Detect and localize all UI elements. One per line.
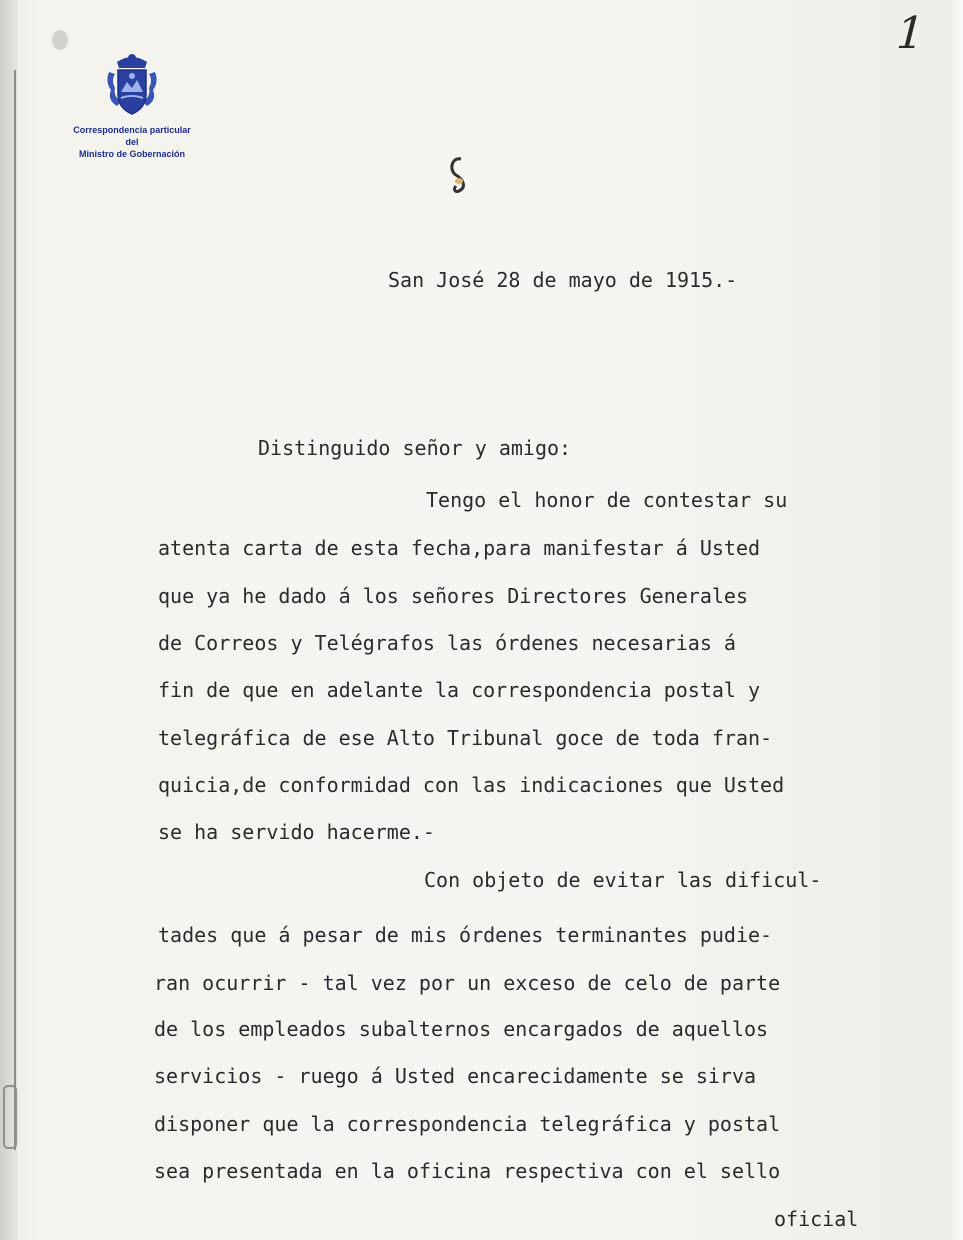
letterhead-line-2: del bbox=[125, 137, 139, 147]
body-line: servicios - ruego á Usted encarecidamente se sirva bbox=[154, 1064, 757, 1088]
body-line: Tengo el honor de contestar su bbox=[426, 488, 788, 512]
binder-clip bbox=[3, 1085, 17, 1149]
body-line: disponer que la correspondencia telegráfica y postal bbox=[154, 1112, 781, 1136]
body-line: de los empleados subalternos encargados de aquellos bbox=[154, 1017, 769, 1041]
letterhead-line-1: Correspondencia particular bbox=[73, 125, 191, 135]
body-line: de Correos y Telégrafos las órdenes necesarias á bbox=[158, 631, 736, 655]
binder-line bbox=[14, 70, 16, 1150]
body-line: fin de que en adelante la correspondencia postal y bbox=[158, 678, 761, 702]
page-number: 1 bbox=[889, 8, 931, 59]
ring-fastener-icon bbox=[447, 155, 469, 195]
letterhead bbox=[52, 52, 212, 160]
body-line: Con objeto de evitar las dificul- bbox=[424, 868, 822, 892]
letter-date: San José 28 de mayo de 1915.- bbox=[388, 268, 738, 292]
body-line: oficial bbox=[774, 1207, 859, 1231]
body-line: que ya he dado á los señores Directores Generales bbox=[158, 584, 749, 608]
letterhead-line-3: Ministro de Gobernación bbox=[78, 149, 185, 159]
body-line: tades que á pesar de mis órdenes terminantes pudie- bbox=[158, 923, 773, 947]
body-line: telegráfica de ese Alto Tribunal goce de toda fran- bbox=[158, 726, 773, 750]
body-line: quicia,de conformidad con las indicaciones que Usted bbox=[158, 773, 785, 797]
body-line: sea presentada en la oficina respectiva con el sello bbox=[154, 1159, 781, 1183]
body-line: ran ocurrir - tal vez por un exceso de celo de parte bbox=[154, 971, 781, 995]
page-right-edge bbox=[949, 0, 963, 1240]
coat-of-arms-seal-icon bbox=[101, 52, 163, 118]
body-line: se ha servido hacerme.- bbox=[158, 820, 435, 844]
letter-salutation: Distinguido señor y amigo: bbox=[258, 436, 572, 460]
body-line: atenta carta de esta fecha,para manifestar á Usted bbox=[158, 536, 761, 560]
punch-hole bbox=[52, 30, 68, 50]
